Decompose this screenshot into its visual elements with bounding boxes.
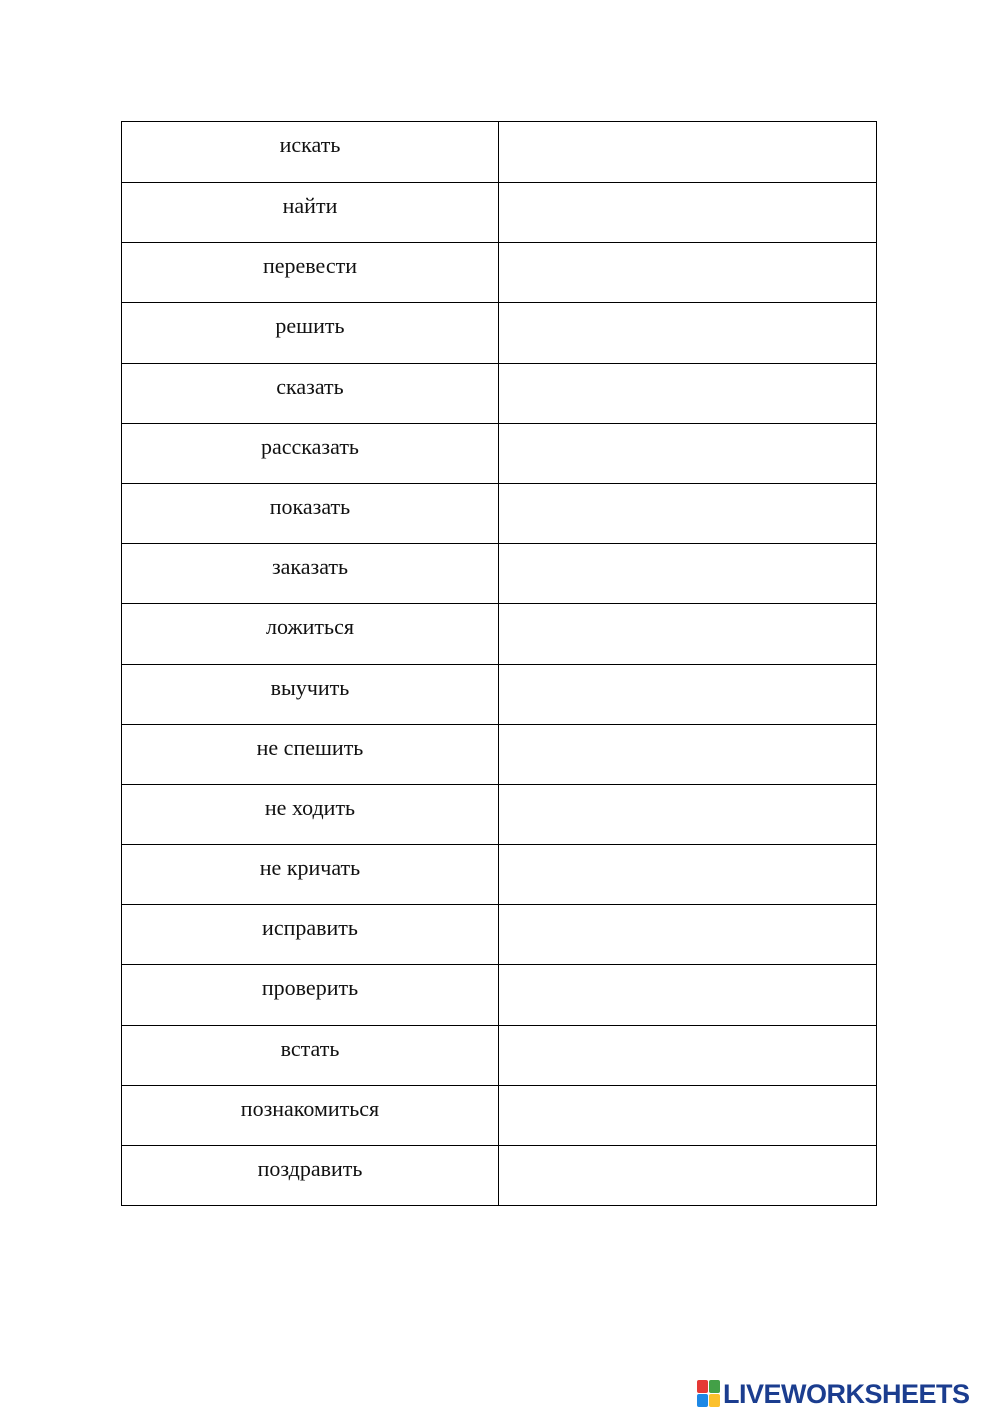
- table-row: [122, 784, 877, 844]
- table-row: [122, 1085, 877, 1145]
- table-row: [122, 483, 877, 543]
- answer-cell[interactable]: [499, 183, 877, 243]
- answer-cell[interactable]: [499, 1146, 877, 1206]
- verb-cell: поздравить: [122, 1146, 499, 1206]
- table-row: [122, 724, 877, 784]
- table-row: [122, 303, 877, 363]
- verb-cell: встать: [122, 1025, 499, 1085]
- table-row: [122, 544, 877, 604]
- liveworksheets-logo-icon: [697, 1380, 721, 1408]
- table-row: [122, 905, 877, 965]
- table-row: [122, 183, 877, 243]
- table-row: [122, 965, 877, 1025]
- table-row: [122, 243, 877, 303]
- answer-cell[interactable]: [499, 122, 877, 183]
- answer-cell[interactable]: [499, 905, 877, 965]
- verb-cell: заказать: [122, 544, 499, 604]
- verb-cell: решить: [122, 303, 499, 363]
- table-row: [122, 845, 877, 905]
- brand-name: LIVEWORKSHEETS: [723, 1378, 970, 1409]
- table-row: [122, 604, 877, 664]
- liveworksheets-brand[interactable]: [697, 1379, 970, 1409]
- answer-cell[interactable]: [499, 483, 877, 543]
- verb-cell: найти: [122, 183, 499, 243]
- verb-cell: показать: [122, 483, 499, 543]
- verb-cell: перевести: [122, 243, 499, 303]
- table-row: [122, 664, 877, 724]
- verb-cell: не спешить: [122, 724, 499, 784]
- answer-cell[interactable]: [499, 544, 877, 604]
- answer-cell[interactable]: [499, 363, 877, 423]
- logo-square-green: [709, 1380, 720, 1393]
- answer-cell[interactable]: [499, 423, 877, 483]
- answer-cell[interactable]: [499, 303, 877, 363]
- verb-cell: не кричать: [122, 845, 499, 905]
- answer-cell[interactable]: [499, 845, 877, 905]
- verb-cell: не ходить: [122, 784, 499, 844]
- answer-cell[interactable]: [499, 1085, 877, 1145]
- verb-table: [121, 121, 877, 1206]
- verb-cell: выучить: [122, 664, 499, 724]
- verb-cell: проверить: [122, 965, 499, 1025]
- answer-cell[interactable]: [499, 604, 877, 664]
- answer-cell[interactable]: [499, 965, 877, 1025]
- table-row: [122, 1025, 877, 1085]
- answer-cell[interactable]: [499, 243, 877, 303]
- verb-cell: рассказать: [122, 423, 499, 483]
- table-row: [122, 1146, 877, 1206]
- table-row: [122, 122, 877, 183]
- verb-cell: сказать: [122, 363, 499, 423]
- verb-cell: искать: [122, 122, 499, 183]
- table-row: [122, 363, 877, 423]
- verb-cell: исправить: [122, 905, 499, 965]
- answer-cell[interactable]: [499, 1025, 877, 1085]
- verb-table-body: [122, 122, 877, 1206]
- answer-cell[interactable]: [499, 664, 877, 724]
- answer-cell[interactable]: [499, 724, 877, 784]
- verb-cell: ложиться: [122, 604, 499, 664]
- logo-square-blue: [697, 1394, 708, 1407]
- table-row: [122, 423, 877, 483]
- logo-square-red: [697, 1380, 708, 1393]
- logo-square-yellow: [709, 1394, 720, 1407]
- verb-cell: познакомиться: [122, 1085, 499, 1145]
- answer-cell[interactable]: [499, 784, 877, 844]
